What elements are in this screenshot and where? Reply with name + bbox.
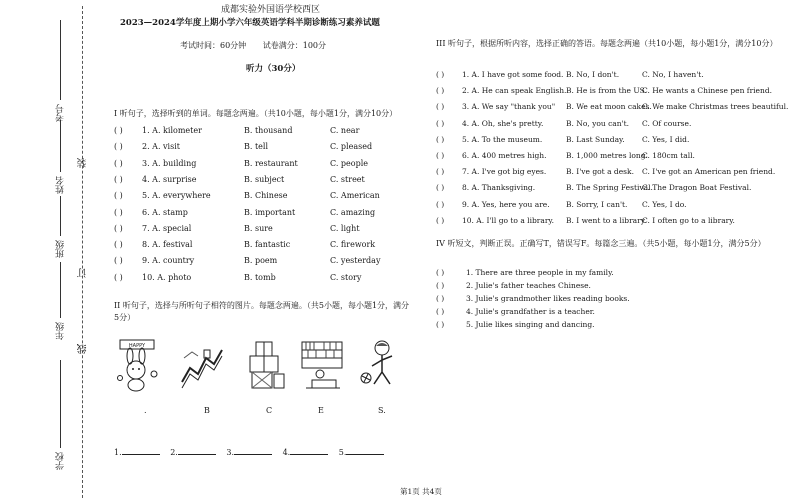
answer-paren[interactable]: ( ) xyxy=(436,199,445,209)
part1-question-row xyxy=(114,208,414,222)
part3-question-row xyxy=(436,70,788,84)
option-b: B. He is from the US. xyxy=(566,86,647,96)
xuexiao-blank[interactable] xyxy=(60,360,61,448)
section-listening-title: 听力（30分） xyxy=(246,64,301,74)
option-a: 10. A. I'll go to a library. xyxy=(462,215,555,225)
answer-paren[interactable]: ( ) xyxy=(436,320,445,329)
option-c: C. amazing xyxy=(330,207,376,217)
page-footer: 第1页 共4页 xyxy=(400,487,442,496)
option-b: B. poem xyxy=(244,256,278,266)
option-c: C. firework xyxy=(330,240,376,250)
answer-paren[interactable]: ( ) xyxy=(436,86,445,96)
option-b: B. I've got a desk. xyxy=(566,167,634,177)
binding-char-xian: 线 xyxy=(78,344,89,354)
option-a: 2. A. visit xyxy=(142,142,180,152)
answer-paren[interactable]: ( ) xyxy=(436,102,445,112)
option-b: B. thousand xyxy=(244,126,293,135)
part1-question-row xyxy=(114,224,414,238)
exam-time: 考试时间：60分钟 xyxy=(180,41,247,50)
option-c: C. pleased xyxy=(330,142,373,152)
statement-text: 2. Julie's father teaches Chinese. xyxy=(466,281,591,290)
option-a: 6. A. stamp xyxy=(142,207,188,217)
option-b: B. tell xyxy=(244,142,269,152)
answer-paren[interactable]: ( ) xyxy=(114,272,123,282)
exam-meta xyxy=(180,40,340,51)
answer-blank-3[interactable]: 3. xyxy=(226,446,272,457)
answer-paren[interactable]: ( ) xyxy=(436,183,445,193)
part3-question-row xyxy=(436,200,788,214)
kaohao-blank[interactable] xyxy=(60,20,61,100)
option-b: B. Chinese xyxy=(244,191,288,201)
part1-question-row xyxy=(114,256,414,270)
xuexiao-label: 学校 xyxy=(56,452,66,470)
option-a: 4. A. Oh, she's pretty. xyxy=(462,118,544,128)
part3-question-row xyxy=(436,216,788,230)
answer-paren[interactable]: ( ) xyxy=(436,167,445,177)
answer-paren[interactable]: ( ) xyxy=(436,281,445,290)
picture-a-letter: . xyxy=(144,406,147,415)
picture-b-wall-icon xyxy=(180,338,224,392)
picture-d-library-icon xyxy=(300,338,344,392)
option-a: 5. A. To the museum. xyxy=(462,134,543,144)
answer-paren[interactable]: ( ) xyxy=(436,70,445,79)
option-c: C. American xyxy=(330,191,380,201)
option-a: 4. A. surprise xyxy=(142,174,197,184)
part3-question-row xyxy=(436,102,788,116)
option-c: C. I've got an American pen friend. xyxy=(642,167,776,177)
option-c: C. Of course. xyxy=(642,118,692,128)
option-b: B. No, I don't. xyxy=(566,70,620,79)
answer-paren[interactable]: ( ) xyxy=(114,256,123,266)
picture-c-letter: C xyxy=(266,406,273,415)
binding-strip xyxy=(0,0,96,504)
banji-blank[interactable] xyxy=(60,196,61,236)
answer-paren[interactable]: ( ) xyxy=(436,151,445,160)
part4-statement-row xyxy=(436,268,788,280)
option-b: B. sure xyxy=(244,223,273,233)
option-b: B. The Spring Festival. xyxy=(566,183,653,193)
part4-statement-row xyxy=(436,281,788,293)
part1-question-row xyxy=(114,126,414,140)
kaohao-label: 考号 xyxy=(56,104,66,122)
nianji-blank[interactable] xyxy=(60,262,61,318)
part1-question-row xyxy=(114,175,414,189)
option-b: B. tomb xyxy=(244,272,276,282)
option-a: 6. A. 400 metres high. xyxy=(462,151,547,160)
answer-paren[interactable]: ( ) xyxy=(114,158,123,168)
binding-char-zhuang: 装 xyxy=(78,158,89,168)
answer-paren[interactable]: ( ) xyxy=(114,207,123,217)
exam-title: 2023—2024学年度上期小学六年级英语学科半期诊断练习素养试题 xyxy=(120,18,380,28)
part3-question-row xyxy=(436,86,788,100)
option-c: C. story xyxy=(330,272,362,282)
answer-paren[interactable]: ( ) xyxy=(114,142,123,152)
option-a: 3. A. building xyxy=(142,158,197,168)
option-b: B. Sorry, I can't. xyxy=(566,199,628,209)
picture-e-boy-ball-icon xyxy=(358,338,402,392)
answer-paren[interactable]: ( ) xyxy=(436,307,445,316)
part4-statement-row xyxy=(436,294,788,306)
part1-question-row xyxy=(114,240,414,254)
statement-text: 1. There are three people in my family. xyxy=(466,268,614,277)
option-c: C. people xyxy=(330,158,369,168)
answer-paren[interactable]: ( ) xyxy=(436,268,445,277)
part2-pictures xyxy=(96,338,416,398)
option-b: B. important xyxy=(244,207,296,217)
option-c: C. I often go to a library. xyxy=(642,215,735,225)
part1-question-row xyxy=(114,273,414,287)
part2-title: II 听句子，选择与所听句子相符的图片。每题念两遍。（共5小题，每小题1分，满分5分） xyxy=(114,301,410,322)
option-a: 3. A. We say "thank you" xyxy=(462,102,556,112)
picture-e-letter: S. xyxy=(378,406,386,415)
answer-paren[interactable]: ( ) xyxy=(436,134,445,144)
statement-text: 4. Julie's grandfather is a teacher. xyxy=(466,307,595,316)
xingming-label: 姓名 xyxy=(56,176,66,194)
part4-title: IV 听短文，判断正误。正确写T，错误写F。每篇念三遍。（共5小题，每小题1分，满分5分） xyxy=(436,239,766,248)
option-c: C. yesterday xyxy=(330,256,381,266)
answer-paren[interactable]: ( ) xyxy=(114,240,123,250)
answer-paren[interactable]: ( ) xyxy=(436,118,445,128)
part3-question-row xyxy=(436,119,788,133)
option-b: B. We eat moon cakes. xyxy=(566,102,652,112)
svg-text:HAPPY: HAPPY xyxy=(128,343,146,349)
option-a: 9. A. country xyxy=(142,256,195,266)
option-a: 7. A. special xyxy=(142,223,192,233)
option-a: 9. A. Yes, here you are. xyxy=(462,199,550,209)
option-b: B. I went to a library. xyxy=(566,215,647,225)
option-c: C. Yes, I do. xyxy=(642,199,687,209)
answer-paren[interactable]: ( ) xyxy=(436,294,445,303)
picture-a-bunny-icon xyxy=(116,338,160,392)
part1-title: I 听句子，选择听到的单词。每题念两遍。（共10小题，每小题1分，满分10分） xyxy=(114,109,398,118)
nianji-label: 年级 xyxy=(56,322,66,340)
option-a: 8. A. Thanksgiving. xyxy=(462,183,536,193)
answer-paren[interactable]: ( ) xyxy=(114,126,123,135)
answer-blank-2[interactable]: 2. xyxy=(170,446,216,457)
option-c: C. near xyxy=(330,126,360,135)
option-c: C. We make Christmas trees beautiful. xyxy=(642,102,789,112)
option-a: 1. A. I have got some food. xyxy=(462,70,564,79)
part1-question-row xyxy=(114,191,414,205)
option-a: 8. A. festival xyxy=(142,240,193,250)
option-c: C. Yes, I did. xyxy=(642,134,690,144)
option-c: C. He wants a Chinese pen friend. xyxy=(642,86,773,96)
option-b: B. subject xyxy=(244,174,285,184)
binding-cut-line xyxy=(82,6,83,498)
answer-paren[interactable]: ( ) xyxy=(114,191,123,201)
answer-blank-5[interactable]: 5. xyxy=(339,446,385,457)
part3-question-row xyxy=(436,135,788,149)
part3-question-row xyxy=(436,183,788,197)
xingming-blank[interactable] xyxy=(60,120,61,172)
option-a: 7. A. I've got big eyes. xyxy=(462,167,547,177)
part4-statement-row xyxy=(436,320,788,332)
part4-statement-row xyxy=(436,307,788,319)
binding-char-ding: 订 xyxy=(78,268,89,278)
option-c: C. 180cm tall. xyxy=(642,151,695,160)
option-b: B. 1,000 metres long. xyxy=(566,151,648,160)
option-a: 5. A. everywhere xyxy=(142,191,211,201)
part2-answer-blanks xyxy=(114,446,392,457)
option-c: C. street xyxy=(330,174,365,184)
answer-paren[interactable]: ( ) xyxy=(114,174,123,184)
answer-paren[interactable]: ( ) xyxy=(114,223,123,233)
answer-paren[interactable]: ( ) xyxy=(436,215,445,225)
school-name: 成都实验外国语学校西区 xyxy=(221,5,321,15)
option-a: 10. A. photo xyxy=(142,272,192,282)
statement-text: 3. Julie's grandmother likes reading books. xyxy=(466,294,630,303)
left-column xyxy=(96,0,416,504)
right-column xyxy=(432,0,792,504)
statement-text: 5. Julie likes singing and dancing. xyxy=(466,320,595,329)
part1-question-row xyxy=(114,159,414,173)
picture-b-letter: B xyxy=(204,406,210,415)
picture-d-letter: E xyxy=(318,406,324,415)
option-c: C. The Dragon Boat Festival. xyxy=(642,183,752,193)
option-a: 2. A. He can speak English. xyxy=(462,86,567,96)
part3-question-row xyxy=(436,167,788,181)
option-c: C. No, I haven't. xyxy=(642,70,704,79)
option-c: C. light xyxy=(330,223,360,233)
option-b: B. No, you can't. xyxy=(566,118,630,128)
banji-label: 班级 xyxy=(56,240,66,258)
part3-title: III 听句子，根据所听内容，选择正确的答语。每题念两遍（共10小题，每小题1分，满分10分） xyxy=(436,39,778,48)
exam-score: 试卷满分：100分 xyxy=(262,41,327,50)
part1-question-row xyxy=(114,142,414,156)
option-b: B. fantastic xyxy=(244,240,291,250)
option-a: 1. A. kilometer xyxy=(142,126,202,135)
part3-question-row xyxy=(436,151,788,165)
option-b: B. restaurant xyxy=(244,158,298,168)
option-b: B. Last Sunday. xyxy=(566,134,625,144)
picture-c-gifts-icon xyxy=(244,338,288,392)
answer-blank-1[interactable]: 1. xyxy=(114,446,160,457)
answer-blank-4[interactable]: 4. xyxy=(283,446,329,457)
